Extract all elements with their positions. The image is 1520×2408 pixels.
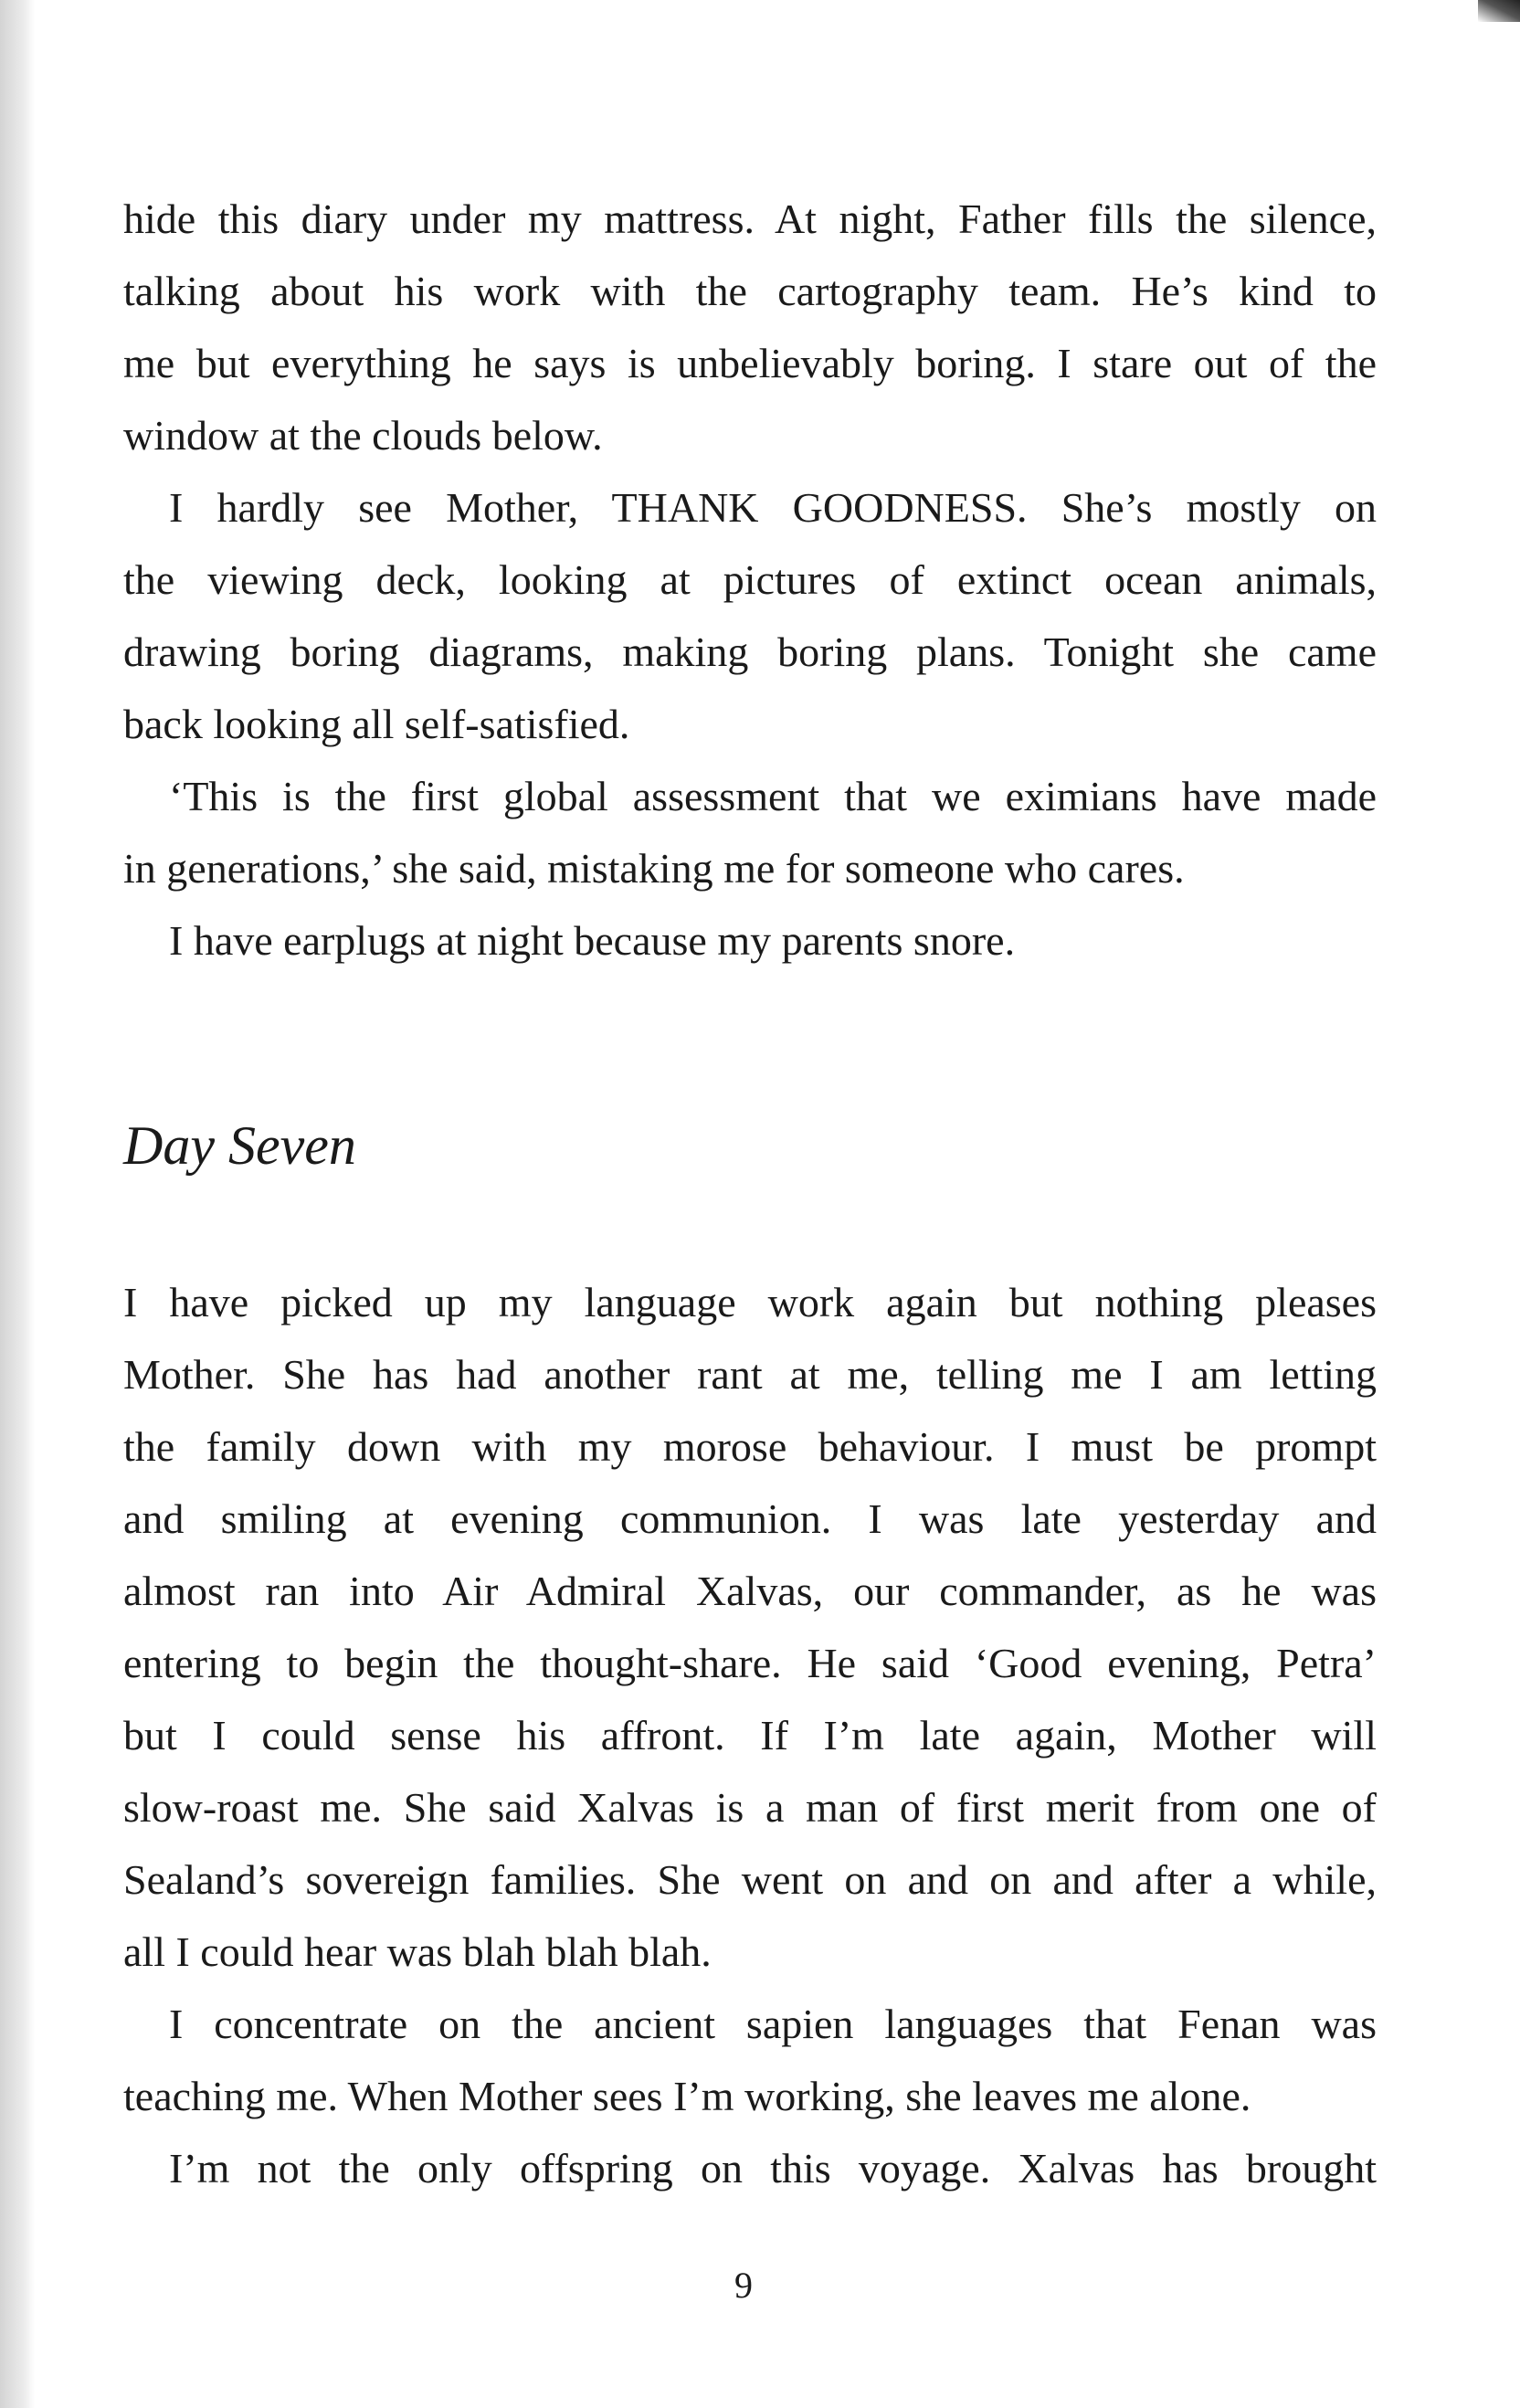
text-line: the family down with my morose behaviour. I must be prompt	[123, 1423, 1377, 1470]
text-line: but I could sense his affront. If I’m late again, Mother will	[123, 1712, 1377, 1758]
text-line: I have earplugs at night because my parents snore.	[169, 917, 1016, 964]
text-line: I have picked up my language work again but nothing pleases	[123, 1279, 1377, 1325]
text-line: I concentrate on the ancient sapien languages that Fenan was	[169, 2001, 1377, 2047]
text-line: entering to begin the thought-share. He said ‘Good evening, Petra’	[123, 1640, 1377, 1686]
text-line: the viewing deck, looking at pictures of extinct ocean animals,	[123, 556, 1377, 603]
text-line: almost ran into Air Admiral Xalvas, our commander, as he was	[123, 1568, 1377, 1614]
section-heading: Day Seven	[123, 1115, 356, 1176]
text-line: window at the clouds below.	[123, 412, 603, 459]
page-number: 9	[734, 2265, 753, 2306]
text-line: and smiling at evening communion. I was late yesterday and	[123, 1495, 1377, 1542]
text-line: talking about his work with the cartography team. He’s kind to	[123, 268, 1377, 314]
text-line: back looking all self-satisfied.	[123, 701, 630, 747]
page-gutter-shadow	[0, 0, 35, 2408]
text-line: Mother. She has had another rant at me, telling me I am letting	[123, 1351, 1377, 1398]
text-line: all I could hear was blah blah blah.	[123, 1928, 712, 1975]
text-block-day-seven	[123, 1266, 1377, 2204]
text-line: I’m not the only offspring on this voyage. Xalvas has brought	[169, 2145, 1377, 2191]
text-line: teaching me. When Mother sees I’m working, she leaves me alone.	[123, 2073, 1251, 2119]
text-line: slow-roast me. She said Xalvas is a man of first merit from one of	[123, 1784, 1377, 1831]
text-line: in generations,’ she said, mistaking me for someone who cares.	[123, 845, 1185, 892]
text-line: I hardly see Mother, THANK GOODNESS. She’s mostly on	[169, 484, 1377, 531]
text-line: drawing boring diagrams, making boring plans. Tonight she came	[123, 628, 1377, 675]
text-line: me but everything he says is unbelievably boring. I stare out of the	[123, 340, 1377, 386]
scan-corner-shadow	[1478, 0, 1520, 22]
text-line: ‘This is the first global assessment that we eximians have made	[169, 773, 1377, 819]
text-line: hide this diary under my mattress. At night, Father fills the silence,	[123, 195, 1377, 242]
text-block-day-six	[123, 183, 1377, 977]
text-line: Sealand’s sovereign families. She went on and on and after a while,	[123, 1856, 1377, 1903]
